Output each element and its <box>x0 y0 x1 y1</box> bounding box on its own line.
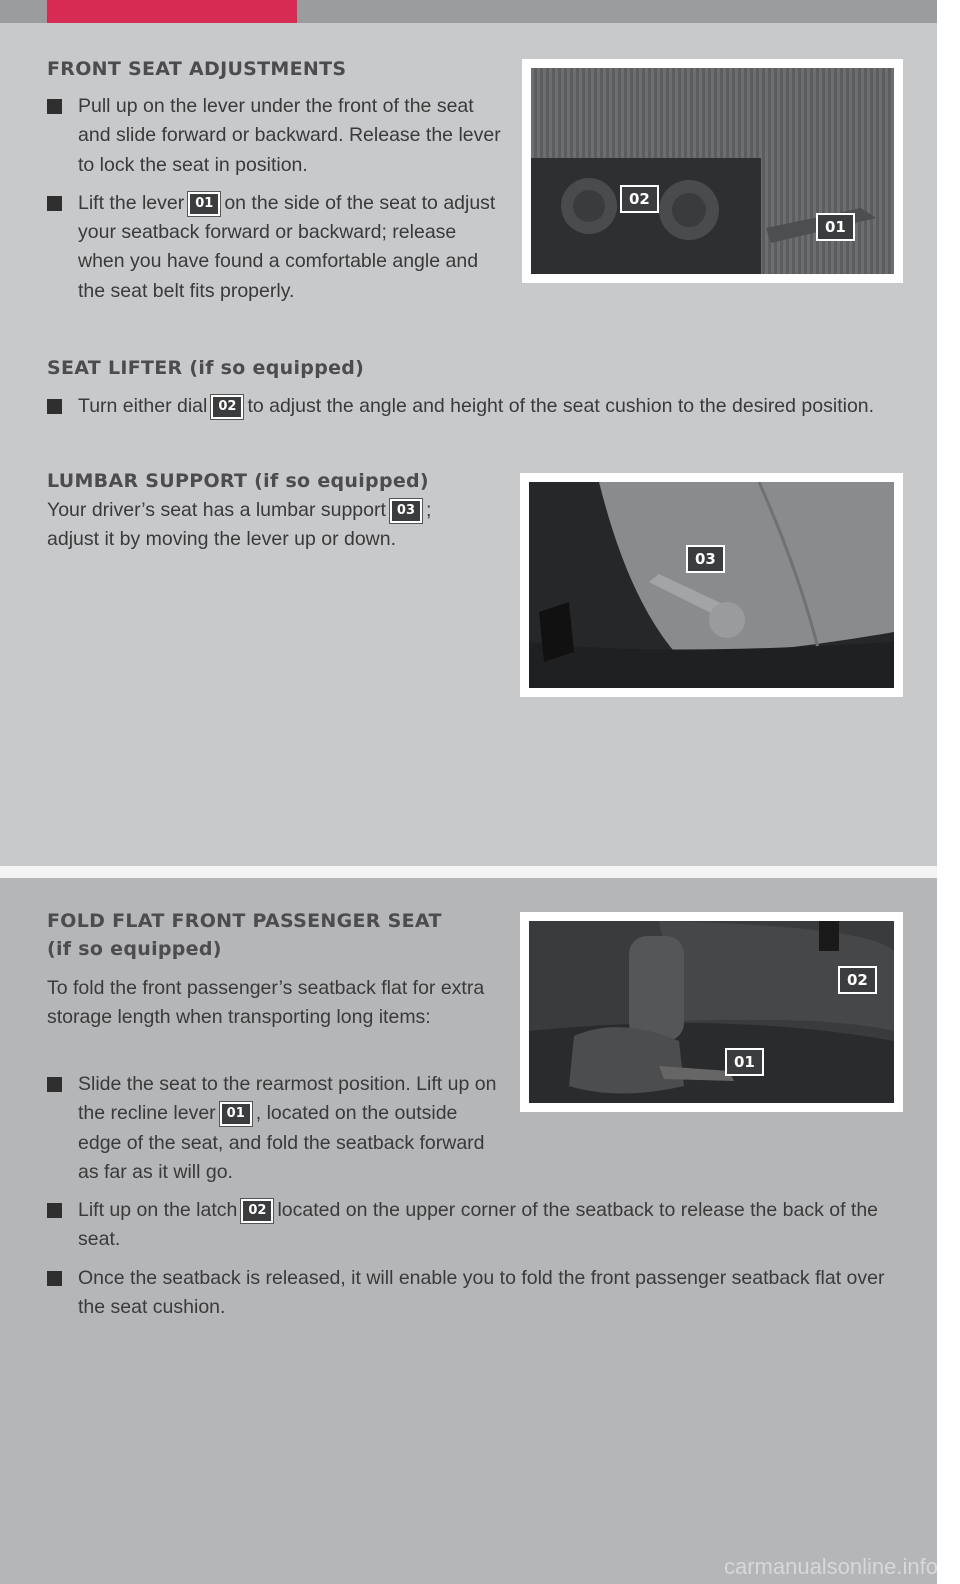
bullet-square-icon <box>47 196 62 211</box>
fold-flat-bullets-a <box>47 1070 502 1196</box>
passenger-seat-image <box>529 921 894 1103</box>
fold-flat-bullet-1: Slide the seat to the rearmost position. Lift up on the recline lever 01 , located on the outside edge of the seat, and fold the seatback forward as far as it will go. <box>47 1070 502 1187</box>
lumbar-lever-image <box>529 482 894 688</box>
seat-side-image <box>531 68 894 274</box>
accent-tab <box>47 0 297 23</box>
lumbar-photo <box>520 473 903 697</box>
fold-flat-bullet-2: Lift up on the latch 02 located on the upper corner of the seatback to release the back of the seat. <box>47 1196 907 1255</box>
fold-flat-bullets-b <box>47 1196 907 1331</box>
fold-flat-heading: FOLD FLAT FRONT PASSENGER SEAT (if so equipped) <box>47 910 442 960</box>
seat-adjust-photo <box>522 59 903 283</box>
front-seat-bullet-2: Lift the lever 01 on the side of the seat to adjust your seatback forward or backward; release when you have found a comfortable angle and the seat belt fits properly. <box>47 189 502 306</box>
callout-tag-01: 01 <box>188 192 220 216</box>
bullet-square-icon <box>47 1077 62 1092</box>
callout-tag-01: 01 <box>220 1102 252 1126</box>
seat-lifter-bullets <box>47 392 907 430</box>
lumbar-heading: LUMBAR SUPPORT (if so equipped) <box>47 470 429 492</box>
callout-tag-02: 02 <box>241 1199 273 1223</box>
watermark: carmanualsonline.info <box>723 1554 938 1579</box>
bullet-square-icon <box>47 1271 62 1286</box>
fold-flat-intro: To fold the front passenger’s seatback flat for extra storage length when transporting long items: <box>47 977 485 1029</box>
section-divider <box>0 866 937 878</box>
seat-lifter-bullet: Turn either dial 02 to adjust the angle and height of the seat cushion to the desired position. <box>47 392 907 421</box>
bullet-square-icon <box>47 99 62 114</box>
front-seat-heading: FRONT SEAT ADJUSTMENTS <box>47 58 347 80</box>
seat-lifter-heading: SEAT LIFTER (if so equipped) <box>47 357 365 379</box>
front-seat-bullets <box>47 92 502 315</box>
photo-callout-01: 01 <box>816 213 855 241</box>
photo-callout-03: 03 <box>686 545 725 573</box>
fold-flat-bullet-3: Once the seatback is released, it will enable you to fold the front passenger seatback flat over the seat cushion. <box>47 1264 907 1323</box>
top-bar <box>0 0 937 23</box>
photo-callout-02: 02 <box>620 185 659 213</box>
front-seat-bullet-1: Pull up on the lever under the front of the seat and slide forward or backward. Release the lever to lock the seat in position. <box>47 92 502 180</box>
fold-flat-photo <box>520 912 903 1112</box>
lumbar-text: Your driver’s seat has a lumbar support 03 ; adjust it by moving the lever up or down. <box>47 499 432 551</box>
callout-tag-02: 02 <box>211 395 243 419</box>
bullet-square-icon <box>47 1203 62 1218</box>
photo-callout-02: 02 <box>838 966 877 994</box>
bullet-square-icon <box>47 399 62 414</box>
photo-callout-01: 01 <box>725 1048 764 1076</box>
callout-tag-03: 03 <box>390 499 422 523</box>
